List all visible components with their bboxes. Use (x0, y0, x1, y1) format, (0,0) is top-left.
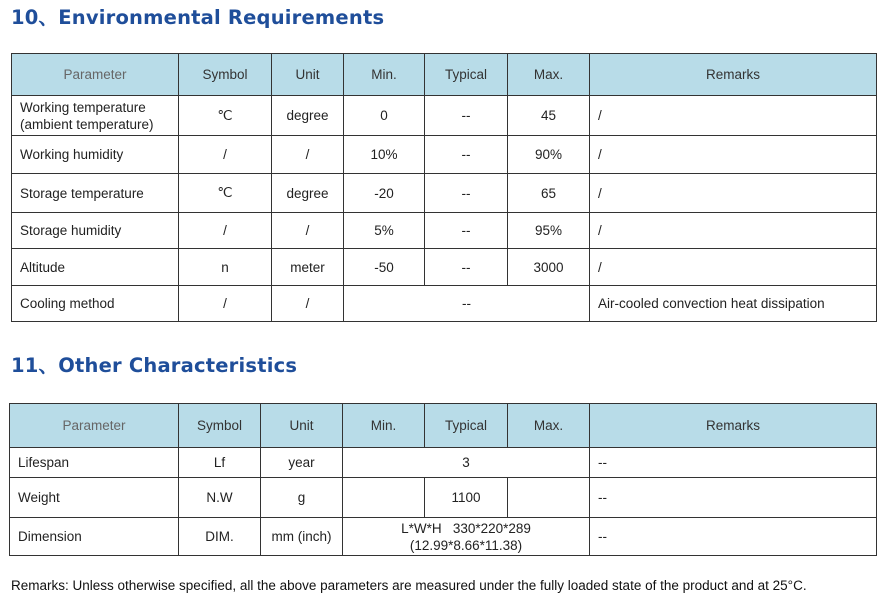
param-cell: Working temperature (ambient temperature) (12, 96, 179, 136)
symbol-cell: / (179, 213, 272, 249)
symbol-cell: n (179, 249, 272, 286)
table-header-row (12, 54, 877, 96)
header-max: Max. (508, 54, 590, 96)
remarks-cell: Air-cooled convection heat dissipation (590, 286, 877, 322)
typical-cell: -- (425, 96, 508, 136)
other-characteristics-table (9, 403, 877, 556)
header-min: Min. (344, 54, 425, 96)
header-parameter: Parameter (12, 54, 179, 96)
remarks-cell: / (590, 136, 877, 174)
header-typical: Typical (425, 404, 508, 448)
dimension-line-2: (12.99*8.66*11.38) (409, 537, 523, 553)
symbol-cell: / (179, 286, 272, 322)
environmental-requirements-table (11, 53, 877, 322)
symbol-cell: N.W (179, 478, 261, 518)
remarks-cell: / (590, 249, 877, 286)
dimension-line-1: L*W*H 330*220*289 (401, 520, 531, 536)
typical-cell: -- (425, 213, 508, 249)
param-cell: Lifespan (10, 448, 179, 478)
max-cell: 90% (508, 136, 590, 174)
table-header-row (10, 404, 877, 448)
header-unit: Unit (272, 54, 344, 96)
symbol-cell: / (179, 136, 272, 174)
table-row (12, 286, 877, 322)
unit-cell: mm (inch) (261, 518, 343, 556)
remarks-cell: -- (590, 478, 877, 518)
param-cell: Cooling method (12, 286, 179, 322)
min-cell (343, 478, 425, 518)
merged-value-cell: -- (344, 286, 590, 322)
max-cell: 3000 (508, 249, 590, 286)
merged-value-cell: 3 (343, 448, 590, 478)
table-row (10, 478, 877, 518)
table-row (10, 448, 877, 478)
typical-cell: -- (425, 136, 508, 174)
unit-cell: / (272, 286, 344, 322)
param-cell: Dimension (10, 518, 179, 556)
remarks-cell: / (590, 213, 877, 249)
min-cell: 5% (344, 213, 425, 249)
symbol-cell: ℃ (179, 96, 272, 136)
table-row (12, 96, 877, 136)
unit-cell: / (272, 213, 344, 249)
remarks-cell: / (590, 174, 877, 213)
header-max: Max. (508, 404, 590, 448)
max-cell (508, 478, 590, 518)
header-parameter: Parameter (10, 404, 179, 448)
header-unit: Unit (261, 404, 343, 448)
param-cell: Weight (10, 478, 179, 518)
header-symbol: Symbol (179, 404, 261, 448)
remarks-cell: -- (590, 518, 877, 556)
header-remarks: Remarks (590, 404, 877, 448)
symbol-cell: ℃ (179, 174, 272, 213)
unit-cell: year (261, 448, 343, 478)
unit-cell: degree (272, 96, 344, 136)
section-11-title: 11、Other Characteristics (11, 354, 298, 377)
header-min: Min. (343, 404, 425, 448)
table-row (12, 249, 877, 286)
typical-cell: -- (425, 174, 508, 213)
min-cell: 10% (344, 136, 425, 174)
symbol-cell: DIM. (179, 518, 261, 556)
unit-cell: / (272, 136, 344, 174)
table-row (10, 518, 877, 556)
max-cell: 95% (508, 213, 590, 249)
min-cell: -20 (344, 174, 425, 213)
table-row (12, 213, 877, 249)
max-cell: 65 (508, 174, 590, 213)
header-symbol: Symbol (179, 54, 272, 96)
unit-cell: g (261, 478, 343, 518)
unit-cell: meter (272, 249, 344, 286)
min-cell: -50 (344, 249, 425, 286)
param-cell: Storage humidity (12, 213, 179, 249)
typical-cell: 1100 (425, 478, 508, 518)
header-typical: Typical (425, 54, 508, 96)
remarks-cell: -- (590, 448, 877, 478)
table-row (12, 136, 877, 174)
param-cell: Storage temperature (12, 174, 179, 213)
merged-value-cell (343, 518, 590, 556)
param-cell: Working humidity (12, 136, 179, 174)
min-cell: 0 (344, 96, 425, 136)
param-cell: Altitude (12, 249, 179, 286)
symbol-cell: Lf (179, 448, 261, 478)
header-remarks: Remarks (590, 54, 877, 96)
unit-cell: degree (272, 174, 344, 213)
section-10-title: 10、Environmental Requirements (11, 6, 385, 29)
max-cell: 45 (508, 96, 590, 136)
remarks-cell: / (590, 96, 877, 136)
typical-cell: -- (425, 249, 508, 286)
table-row (12, 174, 877, 213)
footnote-remarks: Remarks: Unless otherwise specified, all the above parameters are measured under the fully loaded state of the product and at 25°C. (11, 578, 807, 593)
